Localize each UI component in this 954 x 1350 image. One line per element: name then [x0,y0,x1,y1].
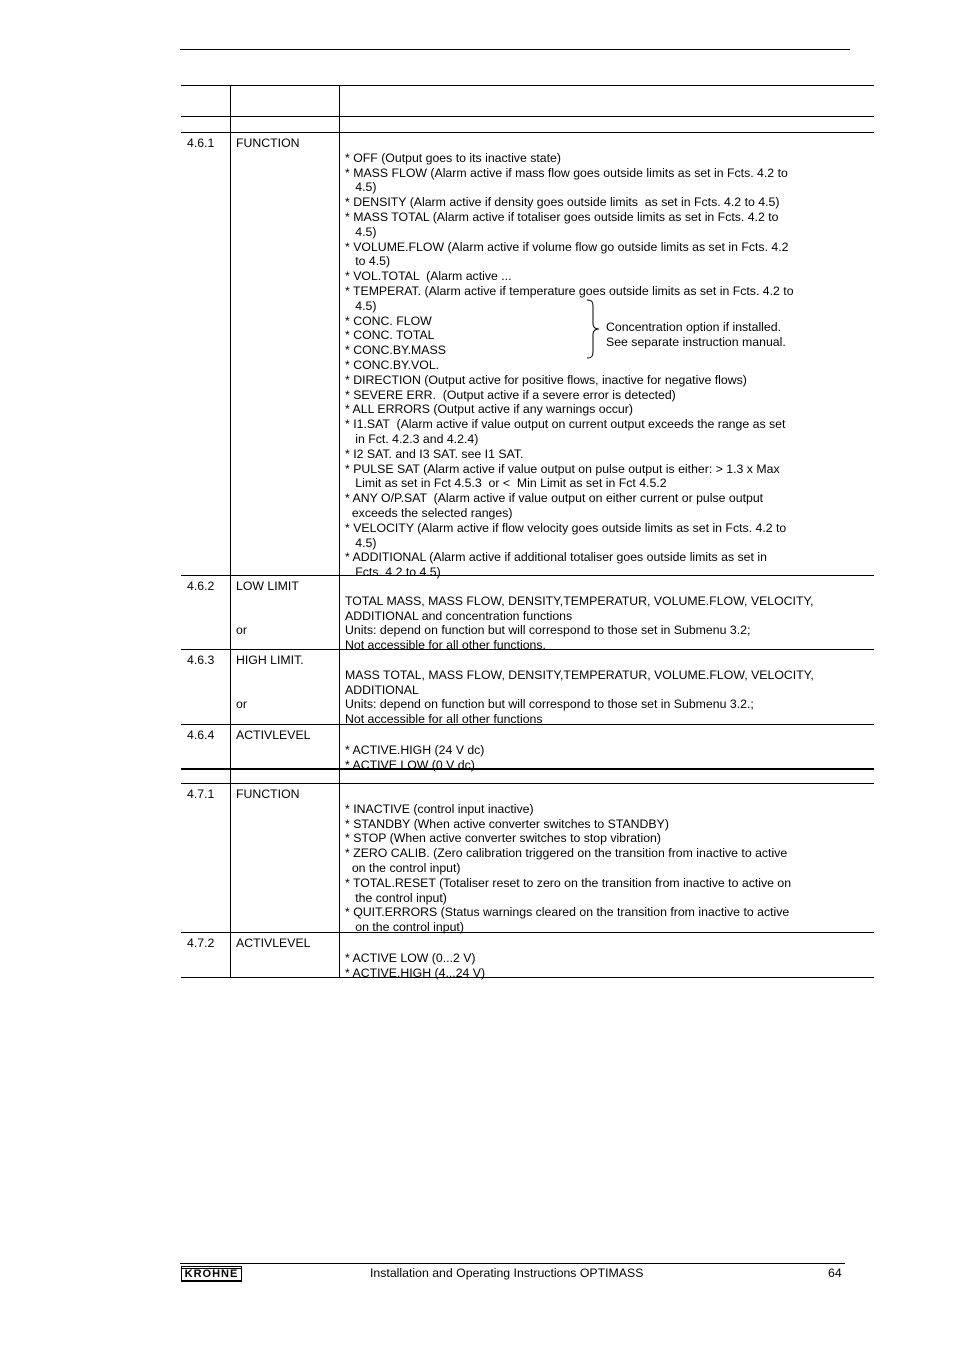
footer-title: Installation and Operating Instructions OPTIMASS [370,1266,644,1280]
krohne-logo [181,1266,242,1282]
desc-line: * ACTIVE.HIGH (24 V dc) [345,742,485,757]
fct-number: 4.6.2 [181,576,231,649]
fct-name: ACTIVLEVEL [231,933,340,977]
desc-line: * VELOCITY (Alarm active if flow velocity goes outside limits as set in Fcts. 4.2 to [345,520,787,535]
desc-line: Units: depend on function but will correspond to those set in Submenu 3.2; [345,623,751,638]
row-4-7-1 [181,784,874,933]
fct-description [340,784,874,935]
desc-line: * OFF (Output goes to its inactive state) [345,150,561,165]
row-4-6-3 [181,650,874,725]
fct-name: LOW LIMIT [231,576,340,649]
desc-line: * CONC. TOTAL [345,328,435,343]
desc-line: * TEMPERAT. (Alarm active if temperature goes outside limits as set in Fcts. 4.2 to [345,283,794,298]
desc-line: * ACTIVE.HIGH (4...24 V) [345,965,486,980]
desc-line: * DIRECTION (Output active for positive flows, inactive for negative flows) [345,372,747,387]
fct-description [340,133,874,580]
desc-line: * TOTAL.RESET (Totaliser reset to zero on the transition from inactive to active on [345,875,792,890]
desc-line: * SEVERE ERR. (Output active if a severe error is detected) [345,387,676,402]
desc-line: * VOL.TOTAL (Alarm active ... [345,269,512,284]
desc-line: 4.5) [345,180,377,195]
desc-line: to 4.5) [345,254,391,269]
concentration-note: See separate instruction manual. [606,335,786,349]
desc-line: * MASS FLOW (Alarm active if mass flow goes outside limits as set in Fcts. 4.2 to [345,165,788,180]
fct-description [340,933,874,980]
desc-line: * ALL ERRORS (Output active if any warnings occur) [345,402,633,417]
desc-line: * CONC.BY.MASS [345,343,446,358]
desc-line: * DENSITY (Alarm active if density goes outside limits as set in Fcts. 4.2 to 4.5) [345,195,780,210]
row-4-7-2 [181,933,874,978]
row-4-6-1 [181,133,874,580]
header-row [181,86,874,117]
desc-line: * I2 SAT. and I3 SAT. see I1 SAT. [345,446,524,461]
desc-line: * MASS TOTAL (Alarm active if totaliser goes outside limits as set in Fcts. 4.2 to [345,209,779,224]
fct-name: HIGH LIMIT. [231,650,340,724]
fct-name: FUNCTION [231,784,340,932]
desc-line: * INACTIVE (control input inactive) [345,801,534,816]
desc-line: * QUIT.ERRORS (Status warnings cleared on the transition from inactive to active [345,905,790,920]
desc-line: * VOLUME.FLOW (Alarm active if volume flow go outside limits as set in Fcts. 4.2 [345,239,789,254]
or-label: or [236,623,247,637]
or-label: or [236,697,247,711]
desc-line: * ANY O/P.SAT (Alarm active if value output on either current or pulse output [345,491,764,506]
desc-line: on the control input) [345,920,464,935]
page-number: 64 [828,1266,842,1280]
desc-line: Not accessible for all other functions [345,712,543,727]
desc-line: in Fct. 4.2.3 and 4.2.4) [345,431,479,446]
desc-line: MASS TOTAL, MASS FLOW, DENSITY,TEMPERATUR, VOLUME.FLOW, VELOCITY, [345,667,814,682]
fct-number: 4.6.4 [181,725,231,769]
desc-line: * CONC.BY.VOL. [345,357,440,372]
desc-line: ADDITIONAL [345,682,419,697]
desc-line: TOTAL MASS, MASS FLOW, DENSITY,TEMPERATUR, VOLUME.FLOW, VELOCITY, [345,593,814,608]
fct-number: 4.6.1 [181,133,231,575]
footer-rule [180,1263,845,1264]
desc-line: * ADDITIONAL (Alarm active if additional totaliser goes outside limits as set in [345,550,767,565]
desc-line: * CONC. FLOW [345,313,432,328]
desc-line: the control input) [345,890,447,905]
logo-text: KROHNE [181,1268,243,1281]
desc-line: * ACTIVE LOW (0 V dc) [345,757,475,772]
desc-line: ADDITIONAL and concentration functions [345,608,573,623]
function-table-control-input [181,768,874,978]
fct-number: 4.7.1 [181,784,231,932]
fct-description [340,725,874,772]
row-4-6-4 [181,725,874,770]
desc-line: Not accessible for all other functions. [345,638,546,653]
desc-line: * PULSE SAT (Alarm active if value output on pulse output is either: > 1.3 x Max [345,461,780,476]
desc-line: exceeds the selected ranges) [345,505,513,520]
curly-brace-icon [586,299,600,359]
desc-line: * STANDBY (When active converter switches to STANDBY) [345,816,669,831]
fct-number: 4.6.3 [181,650,231,724]
desc-line: 4.5) [345,224,377,239]
blank-row [181,117,874,133]
desc-line: * I1.SAT (Alarm active if value output on current output exceeds the range as set [345,417,786,432]
desc-line: 4.5) [345,298,377,313]
desc-line: * ZERO CALIB. (Zero calibration triggered on the transition from inactive to active [345,846,788,861]
fct-description [340,650,874,727]
desc-line: * ACTIVE LOW (0...2 V) [345,950,476,965]
fct-number: 4.7.2 [181,933,231,977]
fct-name: FUNCTION [231,133,340,575]
row-4-6-2 [181,576,874,653]
blank-row [181,769,874,784]
desc-line: * STOP (When active converter switches to stop vibration) [345,831,661,846]
function-table-outputs [181,85,874,770]
fct-name: ACTIVLEVEL [231,725,340,769]
header-rule [180,49,850,50]
fct-description [340,576,874,653]
desc-line: Units: depend on function but will correspond to those set in Submenu 3.2.; [345,697,754,712]
desc-line: on the control input) [345,860,461,875]
desc-line: 4.5) [345,535,377,550]
concentration-note: Concentration option if installed. [606,320,781,334]
desc-line: Fcts. 4.2 to 4.5) [345,565,441,580]
desc-line: Limit as set in Fct 4.5.3 or < Min Limit as set in Fct 4.5.2 [345,476,667,491]
